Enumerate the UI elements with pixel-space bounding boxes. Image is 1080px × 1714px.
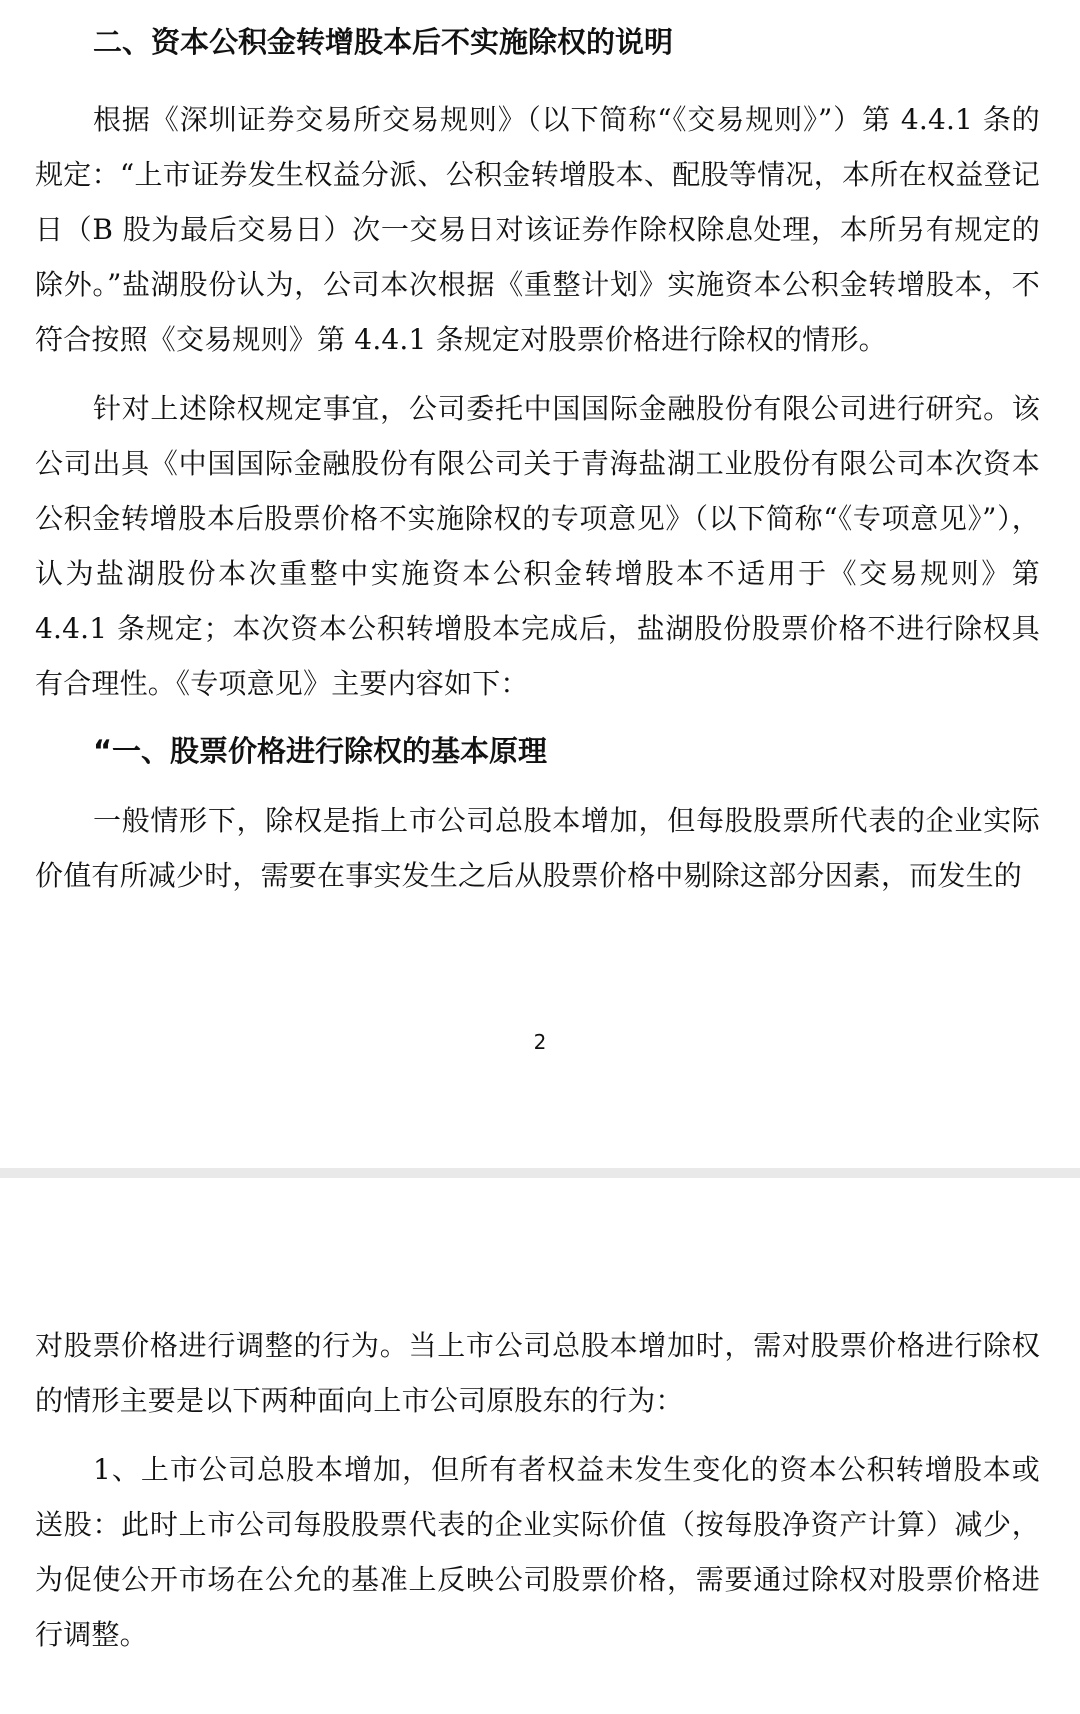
- page-number: 2: [533, 1030, 547, 1054]
- document-page-2: [0, 1178, 1080, 1714]
- paragraph-cicc-opinion: 针对上述除权规定事宜，公司委托中国国际金融股份有限公司进行研究。该公司出具《中国国际金融股份有限公司关于青海盐湖工业股份有限公司本次资本公积金转增股本后股票价格不实施除权的专项意见》（以下简称“《专项意见》”），认为盐湖股份本次重整中实施资本公积金转增股本不适用于《交易规则》第 4.4.1 条规定；本次资本公积转增股本完成后，盐湖股份股票价格不进行除权具有合理性。《专项意见》主要内容如下：: [35, 392, 1040, 700]
- paragraph-continued: 对股票价格进行调整的行为。当上市公司总股本增加时，需对股票价格进行除权的情形主要是以下两种面向上市公司原股东的行为：: [35, 1329, 1040, 1417]
- page-1-content: [35, 20, 1040, 903]
- section-heading-2: 二、资本公积金转增股本后不实施除权的说明: [93, 25, 674, 59]
- subsection-heading-1: “一、股票价格进行除权的基本原理: [93, 734, 548, 768]
- page-separator: [0, 1168, 1080, 1178]
- paragraph-item-1: 1、上市公司总股本增加，但所有者权益未发生变化的资本公积转增股本或送股：此时上市公司每股股票代表的企业实际价值（按每股净资产计算）减少，为促使公开市场在公允的基准上反映公司股票价格，需要通过除权对股票价格进行调整。: [35, 1453, 1040, 1651]
- paragraph-exright-principle: 一般情形下，除权是指上市公司总股本增加，但每股股票所代表的企业实际价值有所减少时，需要在事实发生之后从股票价格中剔除这部分因素，而发生的: [35, 804, 1040, 892]
- page-2-content: [35, 1318, 1040, 1662]
- paragraph-trading-rules: 根据《深圳证券交易所交易规则》（以下简称“《交易规则》”）第 4.4.1 条的规定：“上市证券发生权益分派、公积金转增股本、配股等情况，本所在权益登记日（B 股为最后交易日）次一交易日对该证券作除权除息处理，本所另有规定的除外。”盐湖股份认为，公司本次根据《重整计划》实施资本公积金转增股本，不符合按照《交易规则》第 4.4.1 条规定对股票价格进行除权的情形。: [35, 103, 1040, 356]
